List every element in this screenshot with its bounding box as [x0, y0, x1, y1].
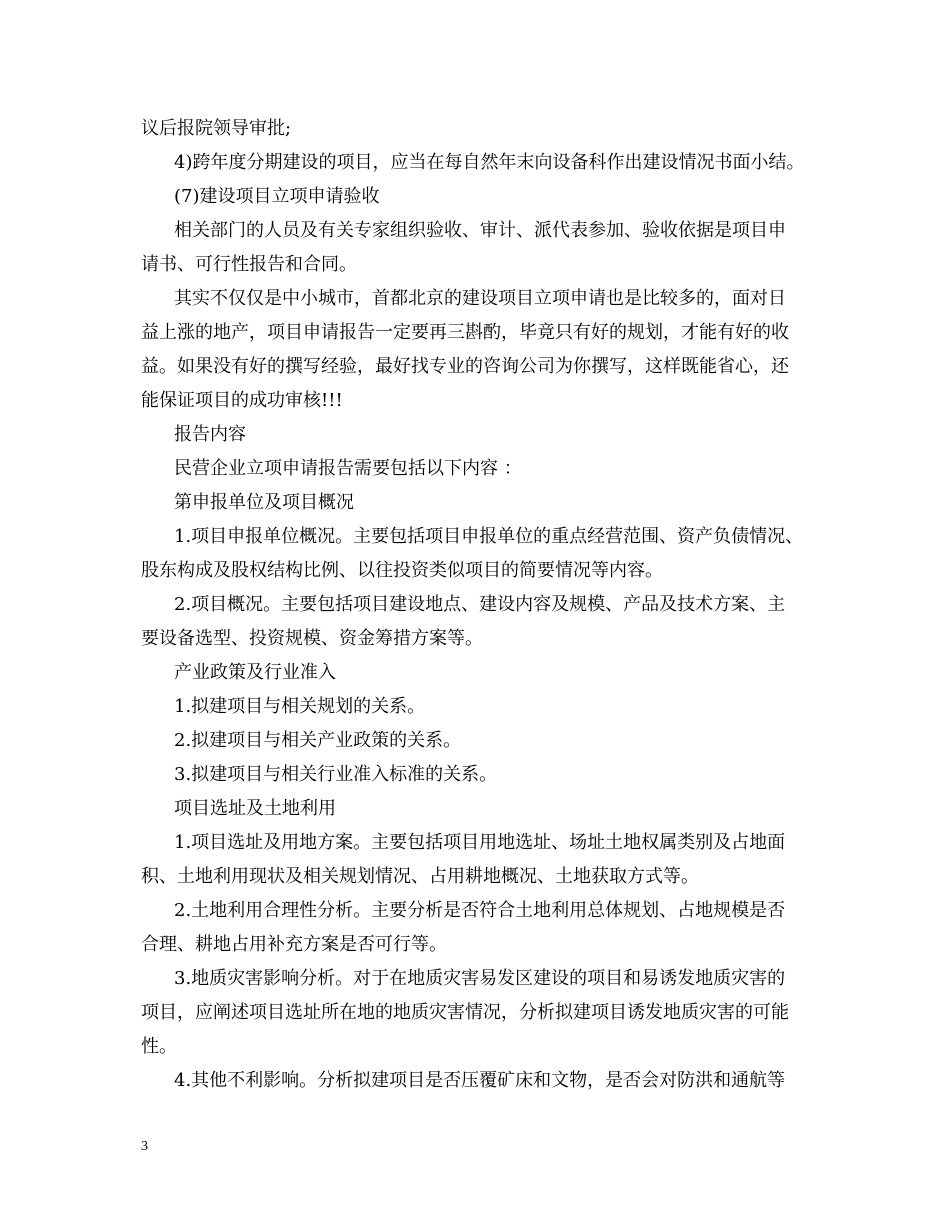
text-line: 1.拟建项目与相关规划的关系。	[174, 696, 426, 717]
text-line: 相关部门的人员及有关专家组织验收、审计、派代表参加、验收依据是项目申	[174, 220, 786, 241]
section-heading: 第申报单位及项目概况	[174, 492, 354, 513]
text-line: 益。如果没有好的撰写经验，最好找专业的咨询公司为你撰写，这样既能省心，还	[141, 356, 789, 377]
text-line: 合理、耕地占用补充方案是否可行等。	[141, 934, 447, 955]
text-line: 4)跨年度分期建设的项目，应当在每自然年末向设备科作出建设情况书面小结。	[174, 152, 805, 173]
section-heading: 报告内容	[174, 424, 246, 445]
text-line: 4.其他不利影响。分析拟建项目是否压覆矿床和文物，是否会对防洪和通航等	[174, 1070, 786, 1091]
text-line: 性。	[141, 1036, 177, 1057]
section-heading: 产业政策及行业准入	[174, 662, 336, 683]
text-line: 要设备选型、投资规模、资金筹措方案等。	[141, 628, 483, 649]
text-line: 1.项目申报单位概况。主要包括项目申报单位的重点经营范围、资产负债情况、	[174, 526, 804, 547]
text-line: 3.拟建项目与相关行业准入标准的关系。	[174, 764, 498, 785]
text-line: 3.地质灾害影响分析。对于在地质灾害易发区建设的项目和易诱发地质灾害的	[174, 968, 786, 989]
body-text	[141, 112, 816, 1098]
section-heading: 项目选址及土地利用	[174, 798, 336, 819]
text-line: 项目，应阐述项目选址所在地的地质灾害情况，分析拟建项目诱发地质灾害的可能	[141, 1002, 789, 1023]
text-line: 请书、可行性报告和合同。	[141, 254, 357, 275]
text-line: 积、土地利用现状及相关规划情况、占用耕地概况、土地获取方式等。	[141, 866, 699, 887]
text-line: 股东构成及股权结构比例、以往投资类似项目的简要情况等内容。	[141, 560, 663, 581]
text-line: 2.拟建项目与相关产业政策的关系。	[174, 730, 462, 751]
section-heading: (7)建设项目立项申请验收	[174, 186, 380, 207]
text-line: 民营企业立项申请报告需要包括以下内容 ：	[174, 458, 522, 479]
text-line: 议后报院领导审批;	[141, 118, 292, 139]
text-line: 其实不仅仅是中小城市，首都北京的建设项目立项申请也是比较多的，面对日	[174, 288, 786, 309]
text-line: 2.土地利用合理性分析。主要分析是否符合土地利用总体规划、占地规模是否	[174, 900, 786, 921]
text-line: 1.项目选址及用地方案。主要包括项目用地选址、场址土地权属类别及占地面	[174, 832, 786, 853]
text-line: 能保证项目的成功审核!!!	[141, 390, 343, 411]
text-line: 益上涨的地产，项目申请报告一定要再三斟酌，毕竟只有好的规划，才能有好的收	[141, 322, 789, 343]
page-number: 3	[141, 1139, 148, 1154]
text-line: 2.项目概况。主要包括项目建设地点、建设内容及规模、产品及技术方案、主	[174, 594, 786, 615]
